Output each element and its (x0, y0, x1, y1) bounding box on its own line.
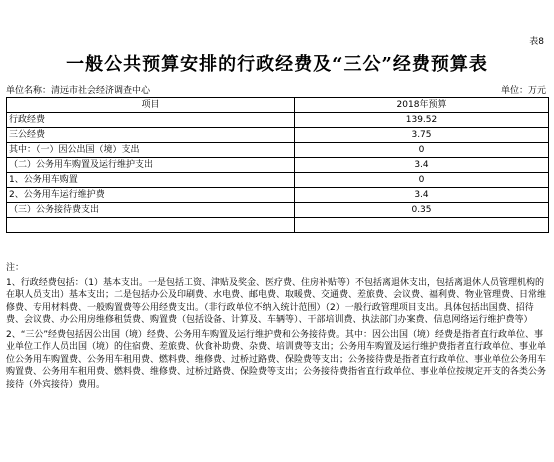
table-row (7, 173, 549, 188)
notes-heading: 注： (6, 263, 25, 273)
row-label: （三）公务接待费支出 (7, 203, 295, 218)
table-row (7, 128, 549, 143)
column-header-budget: 2018年预算 (295, 98, 549, 113)
table-row (7, 113, 549, 128)
budget-table (6, 97, 549, 233)
row-value: 0 (295, 143, 549, 158)
row-label: 三公经费 (7, 128, 295, 143)
unit-info-row (6, 83, 548, 95)
row-label: （二）公务用车购置及运行维护支出 (7, 158, 295, 173)
row-value: 0 (295, 173, 549, 188)
table-number: 表8 (529, 37, 544, 47)
row-label: 行政经费 (7, 113, 295, 128)
row-label (7, 218, 295, 233)
row-label: 1、公务用车购置 (7, 173, 295, 188)
row-value: 3.4 (295, 188, 549, 203)
table-row-empty (7, 218, 549, 233)
table-header-row (7, 98, 549, 113)
row-value: 0.35 (295, 203, 549, 218)
table-row (7, 203, 549, 218)
note-item-three-public: 2、“三公”经费包括因公出国（境）经费、公务用车购置及运行维护费和公务接待费。其中：因公出国（境）经费是指者直行政单位、事业单位工作人员出国（境）的住宿费、差旅费、伙食补助费、杂费、培训费等支出；公务用车购置及运行维护费指者直行政单位、事业单位公务用车购置费、公务用车租用费、燃料费、维修费、过桥过路费、保险费等支出；公务接待费是指者直行政单位、事业单位公务用车购置费、公务用车租用费、燃料费、维修费、过桥过路费、保险费等支出；公务接待费指省直行政单位、事业单位按规定开支的各类公务接待（外宾接待）费用。 (6, 329, 547, 390)
row-value (295, 218, 549, 233)
row-value: 3.4 (295, 158, 549, 173)
table-row (7, 188, 549, 203)
row-label: 2、公务用车运行维护费 (7, 188, 295, 203)
document-title: 一般公共预算安排的行政经费及“三公”经费预算表 (66, 54, 488, 75)
row-value: 139.52 (295, 113, 549, 128)
table-row (7, 158, 549, 173)
note-item-administrative: 1、行政经费包括：（1）基本支出。一是包括工资、津贴及奖金、医疗费、住房补贴等）不包括离退休支出，包括离退休人员管理机构的在职人员支出）基本支出；二是包括办公及印刷费、水电费、邮电费、取暖费、交通费、差旅费、会议费、福利费、物业管理费、日常维修费、专用材料费、一般购置费等公用经费支出。（非行政单位不纳入统计范围）（2）一般行政管理项目支出。具体包括出国费、招待费、会议费、办公用房维修租赁费、购置费（包括设备、计算及、车辆等）、干部培训费、执法部门办案费、信息网络运行维护费等） (6, 277, 547, 325)
unit-name: 单位名称：清远市社会经济调查中心 (6, 86, 151, 96)
row-label: 其中：（一）因公出国（境）支出 (7, 143, 295, 158)
table-row (7, 143, 549, 158)
notes-section (6, 262, 546, 391)
unit-measure: 单位：万元 (500, 86, 546, 96)
column-header-item: 项目 (7, 98, 295, 113)
row-value: 3.75 (295, 128, 549, 143)
